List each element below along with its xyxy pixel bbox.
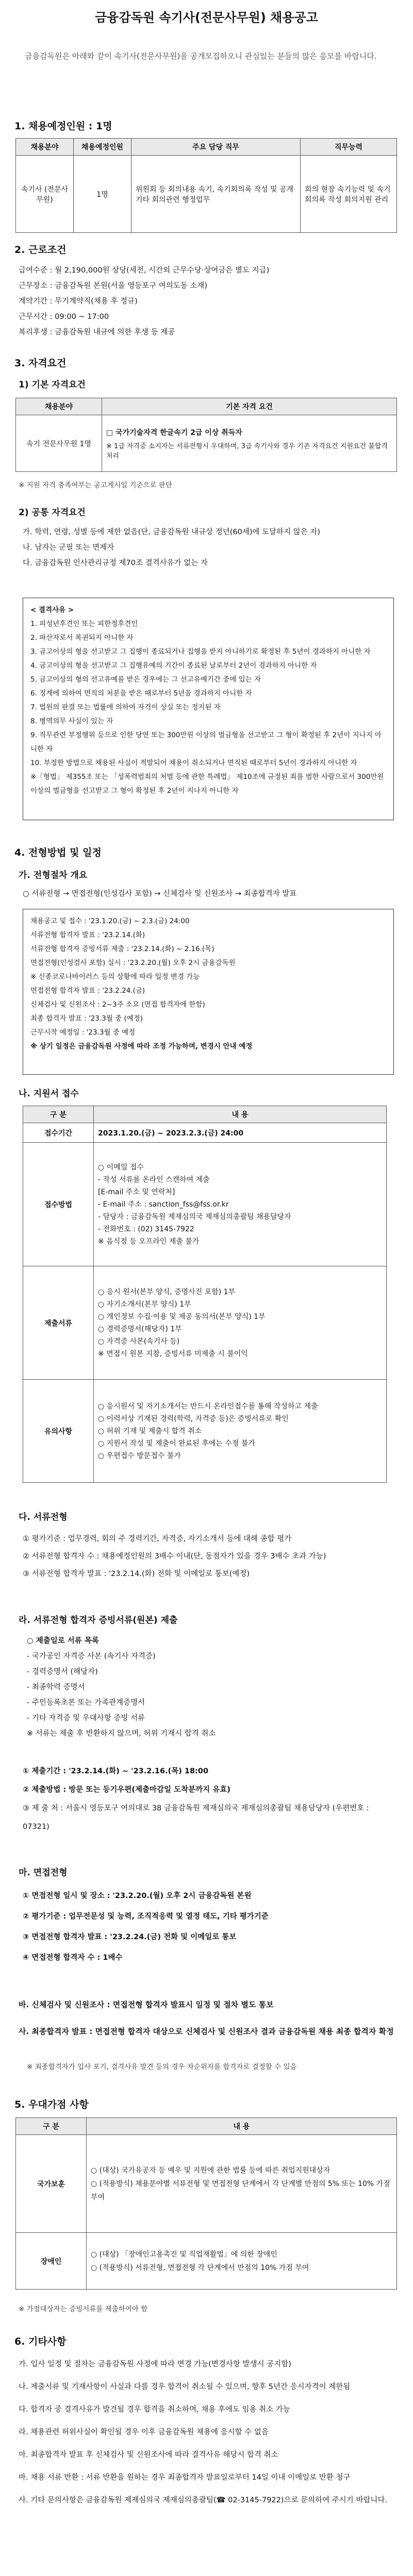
condition-item: 계약기간 : 무기계약직(채용 후 정규) <box>19 297 138 306</box>
schedule-item: 서류전형 합격자 증빙서류 제출 : '23.2.14.(화) ~ 2.16.(목) <box>30 945 214 953</box>
th-duty: 주요 담당 직무 <box>131 139 301 156</box>
basic-req-heading: 1) 기본 자격요건 <box>19 380 86 390</box>
proof-submit-item: ② 제출방법 : 방문 또는 등기우편(제출마감일 도착분까지 유효) <box>23 1786 230 1794</box>
schedule-item: 서류전형 합격자 발표 : '23.2.14.(화) <box>30 931 145 939</box>
page-title: 금융감독원 속기사(전문사무원) 채용공고 <box>95 10 318 25</box>
schedule-item: ※ 신종코로나바이러스 등의 상황에 따라 일정 변경 가능 <box>30 973 200 981</box>
application-heading: 나. 지원서 접수 <box>19 1089 79 1099</box>
schedule-item: 면접전형(인성검사 포함) 실시 : '23.2.20.(월) 오후 2시 금융감독원 <box>30 959 236 967</box>
apply-key: 제출서류 <box>23 1266 94 1380</box>
disqualification-box <box>23 598 394 820</box>
apply-value: ○ 응시 원서(본부 양식, 증명사진 포함) 1부 ○ 자기소개서(본부 양식) 1부 ○ 개인정보 수집·이용 및 제공 동의서(본부 양식) 1부 ○ 경력증명서(해당자) 1부 ○ 자격증 사본(속기사 등) ※ 면접시 원본 지참, 증빙서류 미제출 시 불이익 <box>94 1266 387 1380</box>
common-req-item: 다. 금융감독원 인사관리규정 제70조 결격사유가 없는 자 <box>23 559 208 567</box>
th-apply-value: 내 용 <box>94 1106 387 1123</box>
pref-value: ○ (대상) 「장애인고용촉진 및 직업재활법」에 의한 장애인 ○ (적용방식) 서류전형, 면접전형 각 단계에서 만점의 10% 가점 부여 <box>87 2233 397 2290</box>
screening-item: ③ 서류전형 합격자 발표 : '23.2.14.(화) 전화 및 이메일로 통보(예정) <box>23 1570 250 1578</box>
schedule-item: 면접전형 합격자 발표 : '23.2.24.(금) <box>30 987 145 995</box>
misc-item: 라. 채용관련 허위사실이 확인될 경우 이후 금융감독원 채용에 응시할 수 없음 <box>19 2428 269 2436</box>
interview-list <box>23 1886 394 1968</box>
condition-item: 근무시간 : 09:00 ~ 17:00 <box>19 313 109 321</box>
medical-check-heading: 바. 신체검사 및 신원조사 : 면접전형 합격자 발표시 일정 및 절차 별도 통보 <box>19 2000 274 2009</box>
screening-item: ② 서류전형 합격자 수 : 채용예정인원의 3배수 이내(단, 동점자가 있을 경우 3배수 초과 가능) <box>23 1552 326 1561</box>
cell-ability: 회의 현장 속기능력 및 속기회의록 작성 회의지원 관리 <box>301 156 397 233</box>
disq-item: 2. 파산자로서 복권되지 아니한 자 <box>30 634 134 642</box>
disq-item: 4. 금고이상의 형을 선고받고 그 집행유예의 기간이 종료된 날로부터 2년이 경과하지 아니한 자 <box>30 662 317 670</box>
common-req-list <box>23 524 394 571</box>
apply-value: 2023.1.20.(금) ~ 2023.2.3.(금) 24:00 <box>94 1123 387 1143</box>
schedule-note: ※ 상기 일정은 금융감독원 사정에 따라 조정 가능하며, 변경시 안내 예정 <box>30 1042 253 1050</box>
document-screening-list <box>23 1530 394 1583</box>
section-6-heading: 6. 기타사항 <box>14 2336 67 2347</box>
process-overview-heading: 가. 전형절차 개요 <box>19 870 88 880</box>
schedule-item: 채용공고 및 접수 : '23.1.20.(금) ~ 2.3.(금) 24:00 <box>30 917 190 925</box>
apply-key: 접수기간 <box>23 1123 94 1143</box>
proof-doc-item: ○ 제출일로 서류 목록 <box>27 1637 99 1645</box>
section-2-heading: 2. 근로조건 <box>14 244 67 256</box>
schedule-item: 신체검사 및 신원조사 : 2~3주 소요 (면접 합격자에 한함) <box>30 1001 205 1009</box>
pref-value: ○ (대상) 국가유공자 등 예우 및 지원에 관한 법률 등에 따른 취업지원대상자 ○ (적용방식) 채용분야별 서류전형 및 면접전형 단계에서 각 단계별 만점의 5% 또는 10% 가점 부여 <box>87 2135 397 2233</box>
common-req-item: 나. 남자는 군필 또는 면제자 <box>23 544 114 552</box>
th-basic-field: 채용분야 <box>16 398 102 415</box>
final-result-heading: 사. 최종합격자 발표 : 면접전형 합격자 대상으로 신체검사 및 신원조사 결과 금융감독원 채용 최종 합격자 확정 <box>19 2027 394 2036</box>
disqualification-title: < 결격사유 > <box>30 606 74 614</box>
condition-item: 근무장소 : 금융감독원 본원(서울 영등포구 여의도동 소재) <box>19 282 208 290</box>
th-pref-key: 구 분 <box>16 2118 87 2135</box>
disq-item: ※「형법」 제355조 또는 「성폭력범죄의 처벌 등에 관한 특례법」 제10조에 규정된 죄를 범한 사람으로서 300만원 이상의 벌금형을 선고받고 그 형이 확정된 후 2년이 지나지 아니한 자 <box>30 773 384 795</box>
proof-doc-item: - 기타 자격증 및 우대사항 증빙 서류 <box>27 1714 145 1722</box>
interview-item: ② 평가기준 : 업무전문성 및 능력, 조직적응력 및 열정 태도, 기타 평가기준 <box>23 1912 269 1921</box>
misc-item: 바. 채용 서류 반환 : 서류 반환을 원하는 경우 최종합격자 발표일로부터 14일 이내 이메일로 반환 청구 <box>19 2473 351 2482</box>
disq-item: 3. 금고이상의 형을 선고받고 그 집행이 종료되거나 집행을 받지 아니하기로 확정된 후 5년이 경과하지 아니한 자 <box>30 648 371 656</box>
pref-key: 국가보훈 <box>16 2135 87 2233</box>
interview-item: ④ 면접전형 합격자 수 : 1배수 <box>23 1954 123 1962</box>
final-result-note: ※ 최종합격자가 입사 포기, 결격사유 발견 등의 경우 차순위자를 합격자로 결정할 수 있음 <box>27 2063 297 2071</box>
apply-key: 유의사항 <box>23 1380 94 1483</box>
proof-docs-list <box>27 1633 388 1741</box>
preference-table <box>15 2117 397 2290</box>
apply-value: ○ 이메일 접수 - 작성 서류를 온라인 스캔하여 제출 [E-mail 주소 및 연락처] - E-mail 주소 : sanction_fss@fss.or.kr - 담당자 : 금융감독원 제재심의국 제재심의총괄팀 채용담당자 - 전화번호 : (02) 3145-7922 ※ 음식점 등 오프라인 제출 불가 <box>94 1143 387 1266</box>
proof-doc-item: - 국가공인 자격증 사본 (속기사 자격증) <box>27 1652 156 1660</box>
disq-item: 9. 직무관련 부정행위 등으로 인한 당연 또는 300만원 이상의 벌금형을 선고받고 그 형이 확정된 후 2년이 지나지 아니한 자 <box>30 731 382 753</box>
basic-req-cell <box>102 415 397 472</box>
schedule-item: 근무시작 예정일 : '23.3월 중 예정 <box>30 1028 136 1037</box>
schedule-box <box>23 909 394 1075</box>
th-ability: 직무능력 <box>301 139 397 156</box>
preference-note: ※ 가점대상자는 증빙서류를 제출하여야 함 <box>19 2305 148 2313</box>
screening-item: ① 평가기준 : 업무경력, 회의 주 경력기간, 자격증, 자기소개서 등에 대해 종합 평가 <box>23 1535 292 1543</box>
misc-item: 마. 최종합격자 발표 후 신체검사 및 신원조사에 따라 결격사유 해당시 합격 취소 <box>19 2451 278 2459</box>
common-req-heading: 2) 공통 자격요건 <box>19 507 86 518</box>
cell-field: 속기사 (전문사무원) <box>16 156 74 233</box>
cell-duty: 위원회 등 회의내용 속기, 속기회의록 작성 및 공개 기타 회의관련 행정업무 <box>131 156 301 233</box>
process-flow: ○ 서류전형 → 면접전형(인성검사 포함) → 신체검사 및 신원조사 → 최종합격자 발표 <box>23 890 297 898</box>
proof-submit-item: ① 제출기간 : '23.2.14.(화) ~ '23.2.16.(목) 18:00 <box>23 1767 209 1775</box>
th-apply-key: 구 분 <box>23 1106 94 1123</box>
disq-item: 6. 징계에 의하여 면직의 처분을 받은 때로부터 5년을 경과하지 아니한 자 <box>30 689 252 698</box>
interview-item: ③ 면접전형 합격자 발표 : '23.2.24.(금) 전화 및 이메일로 통보 <box>23 1933 237 1941</box>
misc-item: 사. 기타 문의사항은 금융감독원 제재심의국 제재심의총괄팀(☎ 02-3145-7922)으로 문의하여 주시기 바랍니다. <box>19 2496 388 2504</box>
application-table <box>23 1106 387 1483</box>
pref-key: 장애인 <box>16 2233 87 2290</box>
recruitment-table <box>15 138 397 233</box>
proof-submit-list <box>23 1762 394 1836</box>
proof-submit-item: ③ 제 출 처 : 서울시 영등포구 여의대로 38 금융감독원 제재심의국 제재심의총괄팀 채용담당자 (우편번호 : 07321) <box>23 1804 369 1831</box>
proof-doc-item: - 경력증명서 (해당자) <box>27 1668 98 1676</box>
basic-req-table <box>15 398 397 472</box>
disq-item: 5. 금고이상의 형의 선고유예를 받은 경우에는 그 선고유예기간 중에 있는 자 <box>30 675 261 684</box>
proof-doc-item: - 최종학력 증명서 <box>27 1683 85 1691</box>
section-5-heading: 5. 우대가점 사항 <box>14 2099 89 2110</box>
basic-field-cell: 속기 전문사무원 1명 <box>16 415 102 472</box>
work-conditions <box>19 263 395 340</box>
disq-item: 1. 피성년후견인 또는 피한정후견인 <box>30 620 138 628</box>
misc-list <box>19 2357 395 2515</box>
th-pref-value: 내 용 <box>87 2118 397 2135</box>
basic-req-note: ※ 지원 자격 충족여부는 공고게시일 기준으로 판단 <box>19 481 172 489</box>
th-field: 채용분야 <box>16 139 74 156</box>
schedule-item: 최종 합격자 발표 : '23.3월 중 (예정) <box>30 1014 143 1023</box>
intro-text: 금융감독원은 아래와 같이 속기사(전문사무원)을 공개모집하오니 관심있는 분들의 많은 응모를 바랍니다. <box>25 52 377 61</box>
proof-doc-item: - 주민등록초본 또는 가족관계증명서 <box>27 1699 145 1707</box>
interview-heading: 마. 면접전형 <box>19 1868 68 1878</box>
proof-doc-item: ※ 서류는 제출 후 반환하지 않으며, 허위 기재시 합격 취소 <box>27 1730 216 1738</box>
th-count: 채용예정인원 <box>74 139 131 156</box>
misc-item: 나. 제출서류 및 기재사항이 사실과 다를 경우 합격이 취소될 수 있으며, 향후 5년간 응시자격이 제한됨 <box>19 2383 351 2391</box>
section-4-heading: 4. 전형방법 및 일정 <box>14 847 102 858</box>
apply-key: 접수방법 <box>23 1143 94 1266</box>
disq-item: 7. 법원의 판결 또는 법률에 의하여 자격이 상실 또는 정지된 자 <box>30 703 221 711</box>
section-3-heading: 3. 자격요건 <box>14 358 67 369</box>
section-1-heading: 1. 채용예정인원 : 1명 <box>14 121 112 132</box>
disq-item: 8. 병역의무 사실이 있는 자 <box>30 717 113 725</box>
misc-item: 가. 입사 일정 및 절차는 금융감독원 사정에 따라 변경 가능(변경사항 발생시 공지함) <box>19 2360 291 2368</box>
condition-item: 복리후생 : 금융감독원 내규에 의한 후생 등 제공 <box>19 328 175 336</box>
common-req-item: 가. 학력, 연령, 성별 등에 제한 없음(단, 금융감독원 내규상 정년(60세)에 도달하지 않은 자) <box>23 528 321 536</box>
th-basic-req: 기본 자격 요건 <box>102 398 397 415</box>
basic-req-2: ※ 1급 자격증 소지자는 서류전형시 우대하며, 3급 속기사와 경우 기존 자격요건 지원요건 불합격 처리 <box>106 442 388 460</box>
disq-item: 10. 부정한 방법으로 채용된 사실이 적발되어 채용이 취소되거나 면직된 때로부터 5년이 경과하지 아니한 자 <box>30 759 357 767</box>
cell-count: 1명 <box>74 156 131 233</box>
basic-req-1: □ 국가기술자격 한글속기 2급 이상 취득자 <box>106 428 242 437</box>
interview-item: ① 면접전형 일시 및 장소 : '23.2.20.(월) 오후 2시 금융감독원 본원 <box>23 1892 252 1900</box>
condition-item: 급여수준 : 월 2,190,000원 상당(세전, 시간외 근무수당·상여금은 별도 지급) <box>19 266 270 275</box>
proof-docs-heading: 라. 서류전형 합격자 증빙서류(원본) 제출 <box>19 1615 178 1625</box>
document-screening-heading: 다. 서류전형 <box>19 1512 68 1522</box>
apply-value: ○ 응시원서 및 자기소개서는 반드시 온라인접수를 통해 작성하고 제출 ○ 이력서상 기재된 경력(학력, 자격증 등)은 증빙서류로 확인 ○ 허위 기재 및 제출시 합격 취소 ○ 지원서 작성 및 제출이 완료된 후에는 수정 불가 ○ 우편접수 방문접수 불가 <box>94 1380 387 1483</box>
misc-item: 다. 합격자 중 결격사유가 발견될 경우 합격을 취소하며, 채용 후에도 임용 취소 가능 <box>19 2405 290 2414</box>
